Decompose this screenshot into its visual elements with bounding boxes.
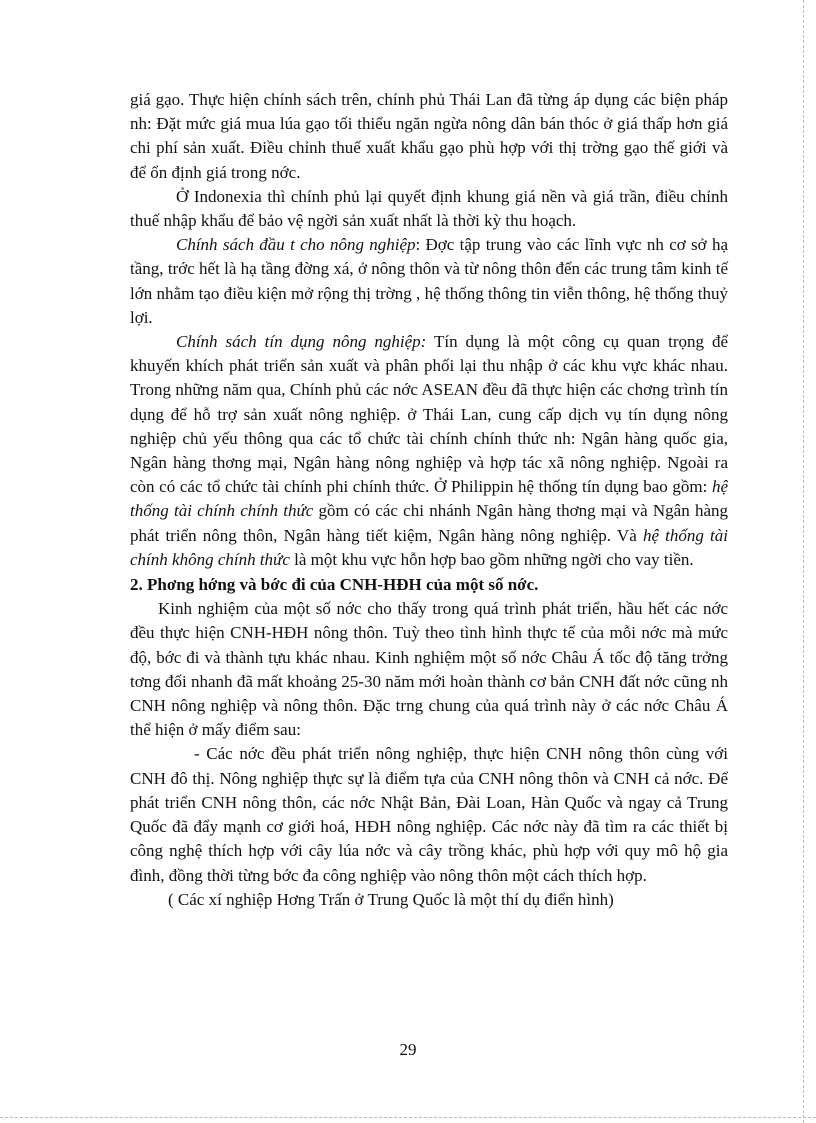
section-heading: 2. Phơng hớng và bớc đi của CNH-HĐH của một số nớc. [130, 575, 539, 595]
paragraph-3-title: Chính sách đầu t cho nông nghiệp [176, 235, 416, 255]
paragraph-4-text-2: gồm có các chi nhánh Ngân hàng thơng mại và Ngân hàng phát triển nông thôn, Ngân hàng tiết kiệm, Ngân hàng nông nghiệp. Và [130, 501, 728, 545]
page-border-right [803, 0, 805, 1123]
paragraph-2: Ở Indonexia thì chính phủ lại quyết định khung giá nền và giá trần, điều chỉnh thuế nhập khẩu để bảo vệ ngời sản xuất nhất là thời kỳ thu hoạch. [130, 186, 728, 231]
paragraph-4-italic-3: hệ thống tài chính không chính thức [130, 525, 729, 569]
paragraph-1: giá gạo. Thực hiện chính sách trên, chính phủ Thái Lan đã từng áp dụng các biện pháp nh: Đặt mức giá mua lúa gạo tối thiểu ngăn ngừa nông dân bán thóc ở giá thấp hơn giá chi phí sản xuất. Điều chỉnh thuế xuất khẩu gạo phù hợp với thị trờng gạo thế giới và để ổn định giá trong nớc. [130, 90, 728, 182]
paragraph-6: - Các nớc đều phát triển nông nghiệp, thực hiện CNH nông thôn cùng với CNH đô thị. Nông nghiệp thực sự là điểm tựa của CNH nông thôn và CNH cả nớc. Để phát triển CNH nông thôn, các nớc Nhật Bản, Đài Loan, Hàn Quốc và ngay cả Trung Quốc đã đẩy mạnh cơ giới hoá, HĐH nông nghiệp. Các nớc này đã tìm ra các thiết bị công nghệ thích hợp với cây lúa nớc và cây trồng khác, phù hợp với quy mô hộ gia đình, đồng thời từng bớc đa công nghiệp vào nông thôn một cách thích hợp. [130, 744, 728, 885]
paragraph-4-italic-2: hệ thống tài chính chính thức [130, 477, 728, 521]
page-number: 29 [399, 1040, 417, 1059]
paragraph-4 [130, 330, 728, 572]
paragraph-3 [130, 233, 728, 330]
paragraph-4-text-1: Tín dụng là một công cụ quan trọng để khuyến khích phát triển sản xuất và phân phối lại thu nhập ở các khu vực khác nhau. Trong những năm qua, Chính phủ các nớc ASEAN đều đã thực hiện các chơng trình tín dụng để hỗ trợ sản xuất nông nghiệp. ở Thái Lan, cung cấp dịch vụ tín dụng nông nghiệp chủ yếu thông qua các tổ chức tài chính chính thức nh: Ngân hàng quốc gia, Ngân hàng thơng mại, Ngân hàng nông nghiệp và hợp tác xã nông nghiệp. Ngoài ra còn có các tổ chức tài chính phi chính thức. Ở Philippin hệ thống tín dụng bao gồm: [130, 332, 728, 497]
paragraph-4-title: Chính sách tín dụng nông nghiệp: [176, 332, 427, 352]
body-text [130, 88, 728, 912]
page-border-bottom [0, 1117, 816, 1119]
paragraph-3-text: : Đợc tập trung vào các lĩnh vực nh cơ sở hạ tầng, trớc hết là hạ tầng đờng xá, ở nông thôn và từ nông thôn đến các trung tâm kinh tế lớn nhằm tạo điều kiện mở rộng thị trờng , hệ thống thông tin viễn thông, hệ thống thuỷ lợi. [130, 235, 728, 327]
paragraph-4-text-3: là một khu vực hỗn hợp bao gồm những ngời cho vay tiền. [289, 549, 694, 569]
paragraph-5: Kinh nghiệm của một số nớc cho thấy trong quá trình phát triển, hầu hết các nớc đều thực hiện CNH-HĐH nông thôn. Tuỳ theo tình hình thực tế của mỗi nớc mà mức độ, bớc đi và thành tựu khác nhau. Kinh nghiệm một số nớc Châu Á tốc độ tăng trởng tơng đối nhanh đã mất khoảng 25-30 năm mới hoàn thành cơ bản CNH đất nớc cũng nh CNH nông nghiệp và nông thôn. Đặc trng chung của quá trình này ở các nớc Châu Á thể hiện ở mấy điểm sau: [130, 599, 728, 740]
paragraph-7: ( Các xí nghiệp Hơng Trấn ở Trung Quốc là một thí dụ điển hình) [168, 889, 614, 909]
